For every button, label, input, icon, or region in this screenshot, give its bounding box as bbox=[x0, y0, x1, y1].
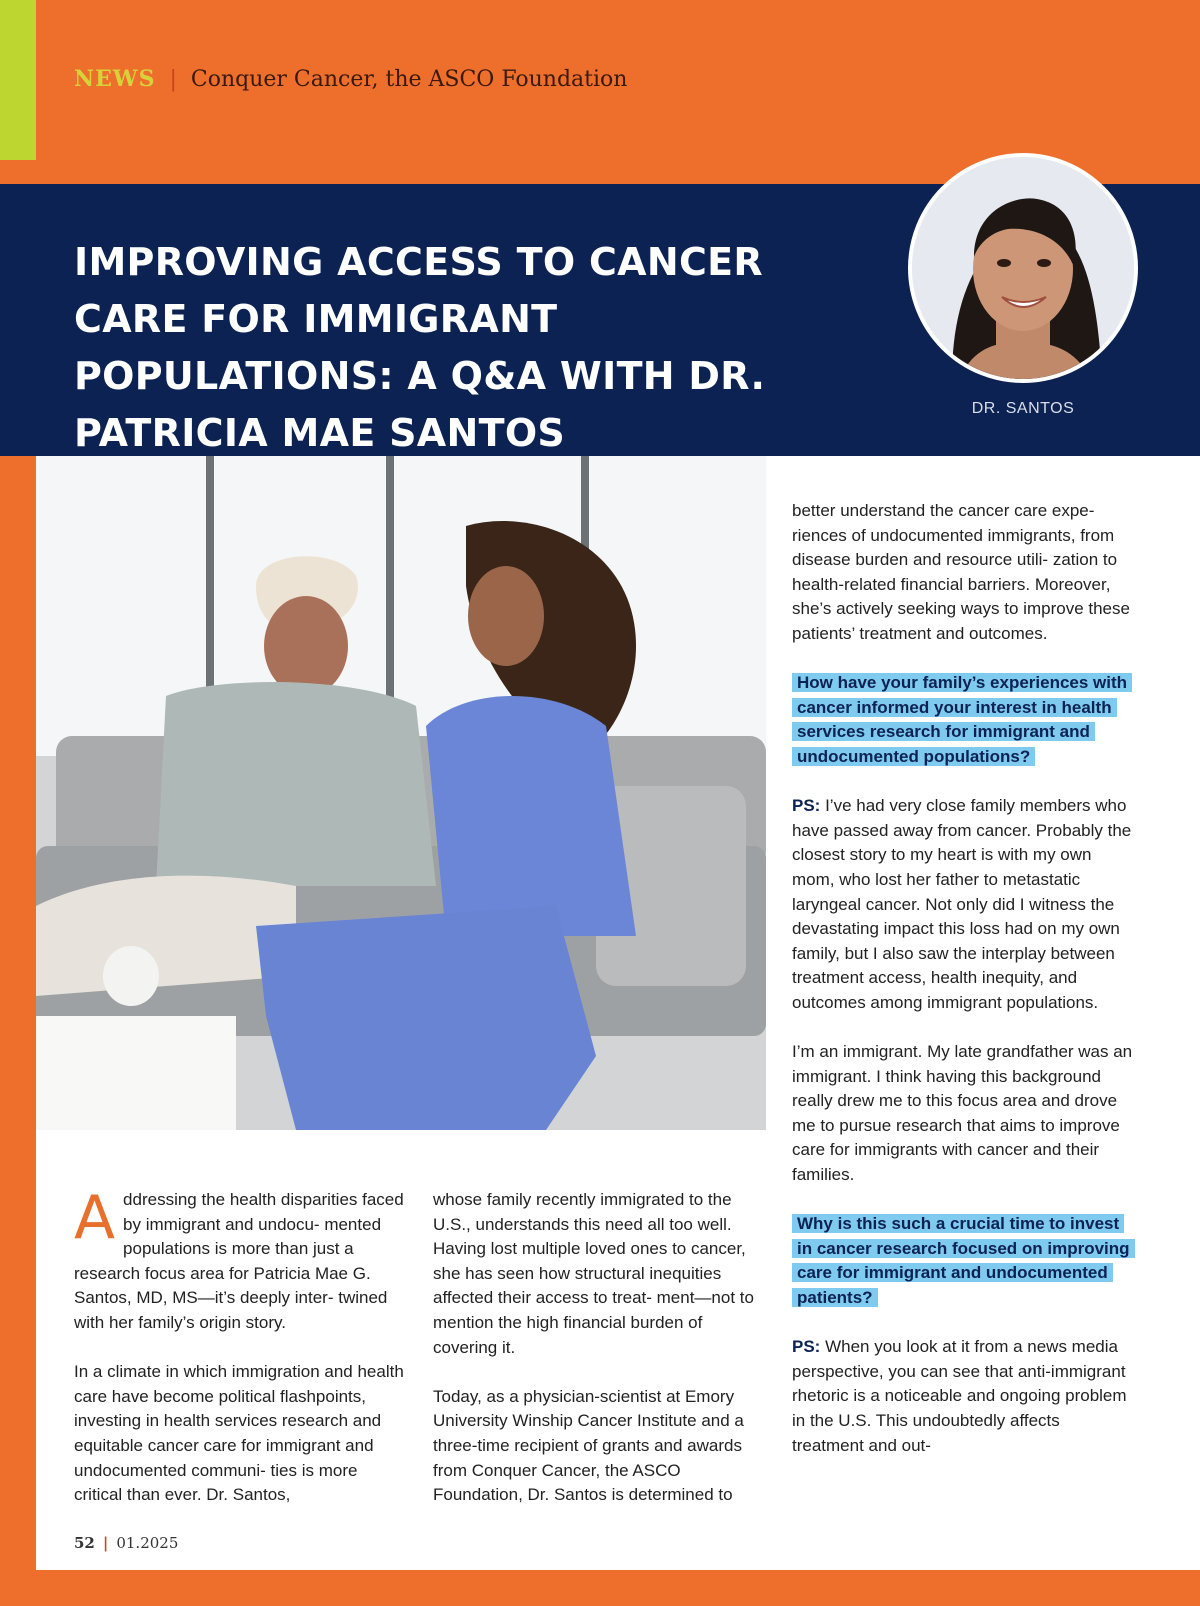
answer-text: I’ve had very close family members who have passed away from cancer. Probably the closest story to my heart is with my own mom, who lost her father to metastatic laryngeal cancer. Not only did I witness the devastating impact this loss had on my own family, but I also saw the interplay between treatment access, health inequity, and outcomes among immigrant populations. bbox=[792, 796, 1132, 1012]
article-column-3 bbox=[792, 499, 1134, 1483]
answer-text: When you look at it from a news media perspective, you can see that anti-immigrant rhetoric is a noticeable and ongoing problem in the U.S. This undoubtedly affects treatment and out- bbox=[792, 1337, 1127, 1455]
drop-cap: A bbox=[74, 1183, 116, 1253]
article-title: IMPROVING ACCESS TO CANCER CARE FOR IMMIGRANT POPULATIONS: A Q&A WITH DR. PATRICIA MAE SANTOS bbox=[74, 240, 766, 455]
interview-question bbox=[792, 1212, 1134, 1310]
header-divider: | bbox=[169, 67, 177, 92]
body-paragraph: In a climate in which immigration and health care have become political flashpoints, investing in health services research and equitable cancer care for immigrant and undocumented communi- ties is more critical than ever. Dr. Santos, bbox=[74, 1362, 404, 1505]
question-text: Why is this such a crucial time to invest in cancer research focused on improving care for immigrant and undocumented patients? bbox=[792, 1214, 1135, 1307]
question-text: How have your family’s experiences with cancer informed your interest in health services research for immigrant and undocumented populations? bbox=[792, 673, 1132, 766]
article-column-2 bbox=[433, 1188, 763, 1532]
section-color-tab bbox=[0, 0, 36, 160]
publication-name: Conquer Cancer, the ASCO Foundation bbox=[190, 67, 628, 92]
section-header bbox=[74, 66, 627, 92]
portrait-caption: DR. SANTOS bbox=[971, 400, 1075, 417]
nurse-patient-photo bbox=[36, 456, 766, 1130]
footer-divider: | bbox=[102, 1534, 109, 1552]
issue-date: 01.2025 bbox=[116, 1534, 179, 1552]
answer-paragraph bbox=[792, 794, 1134, 1015]
body-paragraph: whose family recently immigrated to the U.S., understands this need all too well. Having lost multiple loved ones to cancer, she has seen how structural inequities affected their access to treat- ment—not to mention the high financial burden of covering it. bbox=[433, 1190, 754, 1357]
answer-paragraph bbox=[792, 1335, 1134, 1458]
article-column-1 bbox=[74, 1183, 409, 1532]
page-footer bbox=[74, 1534, 178, 1552]
body-paragraph: I’m an immigrant. My late grandfather was an immigrant. I think having this background really drew me to this focus area and drove me to pursue research that aims to improve care for immigrants with cancer and their families. bbox=[792, 1042, 1133, 1185]
speaker-label: PS: bbox=[792, 1337, 821, 1357]
body-paragraph: ddressing the health disparities faced by immigrant and undocu- mented populations is more than just a research focus area for Patricia Mae G. Santos, MD, MS—it’s deeply inter- twined with her family’s origin story. bbox=[74, 1190, 404, 1332]
page-number: 52 bbox=[74, 1534, 95, 1552]
speaker-label: PS: bbox=[792, 796, 821, 816]
body-paragraph: better understand the cancer care expe- riences of undocumented immigrants, from disease burden and resource utili- zation to health-related financial barriers. Moreover, she’s actively seeking ways to improve these patients’ treatment and outcomes. bbox=[792, 501, 1130, 643]
portrait-photo bbox=[908, 153, 1138, 383]
section-label: NEWS bbox=[74, 66, 156, 92]
interview-question bbox=[792, 671, 1134, 769]
body-paragraph: Today, as a physician-scientist at Emory University Winship Cancer Institute and a three-time recipient of grants and awards from Conquer Cancer, the ASCO Foundation, Dr. Santos is determined to bbox=[433, 1386, 744, 1505]
